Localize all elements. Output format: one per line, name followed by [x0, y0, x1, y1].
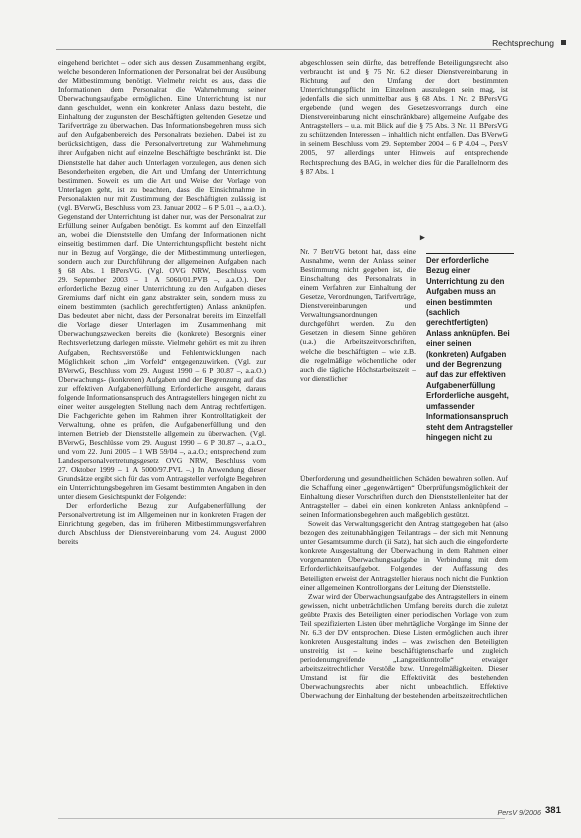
- header-rule: [56, 49, 501, 50]
- text-column-left: [58, 58, 266, 806]
- footer-journal: PersV 9/2006: [497, 808, 541, 817]
- body-text-left: eingehend berichtet – oder sich aus dessen Zusammenhang ergibt, welche besonderen Informationen der Personalrat bei der Ausübung der Mitbestimmung benötigt. Vielmehr reicht es aus, dass die Informationen dem Personalrat die Wahrnehmung seiner Überwachungsaufgabe ermöglichen. Eine Unterrichtung ist nur dann geschuldet, wenn ein konkreter Anlass dazu besteht, die Einhaltung der zugunsten der Beschäftigten geltenden Gesetze und Tarifverträge zu überwachen. Das Informationsbegehren muss sich auf den Aufgabenbereich des Personalrats beziehen. Dabei ist zu berücksichtigen, dass die Personalvertretung zur Wahrnehmung ihrer Aufgaben nicht auf einzelne Beschäftigte beschränkt ist. Die Dienststelle hat daher auch Unterlagen vorzulegen, aus denen sich Besonderheiten ergeben, die Art und Umfang der Unterrichtung bestimmen. Soweit es um die Art und Weise der Vorlage von Unterlagen geht, ist zu beachten, dass die Einsichtnahme in Personalakten nur mit Zustimmung der Beschäftigten zulässig ist (vgl. BVerwG, Beschluss vom 23. Januar 2002 – 6 P 5.01 –, a.a.O.). Gegenstand der Unterrichtung ist daher nur, was der Personalrat zur Erfüllung seiner Aufgaben benötigt. Es kommt auf den Einzelfall an, wobei die Dienststelle den Umfang der Informationen nicht einseitig bestimmen darf. Die Unterrichtungspflicht besteht nicht nur in Bezug auf Vorgänge, die der Mitbestimmung unterliegen, sondern auch zur Durchführung der allgemeinen Aufgaben nach § 68 Abs. 1 BPersVG. (Vgl. OVG NRW, Beschluss vom 29. September 2003 – 1 A 5060/01.PVB –, a.a.O.). Der erforderliche Bezug einer Unterrichtung zu den Aufgaben dieses Gremiums darf nicht ein ganz abstrakter sein, sondern muss zu einem bestimmten (sachlich gerechtfertigten) Anlass anknüpfen. Das bedeutet aber nicht, dass der Personalrat bereits im Einzelfall die Vorlage dieser Unterlagen im Zusammenhang mit Überwachungszwecken bereits die (konkrete) Besorgnis einer Rechtsverletzung darlegen müsste. Vielmehr gehört es mit zu ihren Aufgaben, Rechtsverstöße und Fehlentwicklungen nach Möglichkeit schon „im Vorfeld“ entgegenzuwirken. (Vgl. zur BVerwG, Beschluss vom 29. August 1990 – 6 P 30.87 –, a.a.O.) Überwachungs- (konkreten) Aufgaben und der Begrenzung auf das zur effektiven Aufgabenerfüllung Erforderliche ausgeht, daraus folgende Informationsanspruch des Antragstellers hingegen nicht zu einer weiter ausgelegten Stellung nach dem Antrag rechtfertigen. Die Fachgerichte gehen im Rahmen ihrer Kontrolltatigkeit der Verwaltung, ohne es prüfen, die Aufgabenerfüllung und den internen Betrieb der Dienststelle allgemein zu überwachen. (Vgl. BVerwG, Beschlüsse vom 29. August 1990 – 6 P 30.87 –, a.a.O., und vom 22. Juni 2005 – 1 WB 59/04 –, a.a.O.; entsprechend zum Landespersonalvertretungsgesetz OVG NRW, Beschluss vom 27. Oktober 1999 – 1 A 5000/97.PVL –.) In Anwendung dieser Grundsätze ergibt sich für das vom Antragsteller verfolgte Begehren ein Unterrichtungsbegehren im Gesamt bestimmten Angaben in den unter diesem Gesichtspunkt der Folgende: Der erforderliche Bezug zur Aufgabenerfüllung der Personalvertretung ist im Allgemeinen nur in konkreten Fragen der Einrichtung gegeben, das im früheren Mitbestimmungsverfahren durch Abschluss der Dienstvereinbarung vom 24. August 2000 bereits: [58, 58, 266, 547]
- text-column-right-narrow: [300, 247, 416, 474]
- body-text-right-bottom: Überforderung und gesundheitlichen Schäden bewahren sollen. Auf die Schaffung einer „gegenwärtigen“ Überprüfungsmöglichkeit der Einhaltung dieser Vorschriften durch den Dienststellenleiter hat der Antragsteller – dabei ein einen konkreten Anlass anknüpfend – seinen Informationsbegehren auch maßgeblich gestützt. Soweit das Verwaltungsgericht den Antrag stattgegeben hat (also bezogen des zeitunabhängigen Teilantrags – der sich mit Nennung unter Gesamtsumme durch (ii Satz), hat sich auch die eingeforderte konkrete Ausgestaltung der Überwachung in dem Rahmen einer vorgenannten Überwachungsaufgabe in Verbindung mit dem Erforderlichkeitsaufgebot. Folgendes der Auffassung des Beteiligten erweist der Antragsteller hieraus noch nicht die Funktion einer allgemeinen Kontrollorgans der Leitung der Dienststelle. Zwar wird der Überwachungsaufgabe des Antragstellers in einem gewissen, nicht unbeträchtlichen Umfang bereits durch die zuletzt geübte Praxis des Beteiligten einer periodischen Vorlage von zum Teil spezifizierten Listen über mehrtägliche Vorgänge im Sinne der Nr. 6.3 der DV entsprochen. Diese Listen ermöglichen auch ihrer konkreten Ausgestaltung indes – was zwischen den Beteiligten unstreitig ist – keine beschäftigtenscharfe und zugleich periodenumgreifende „Langzeitkontrolle“ etwaiger arbeitszeitrechtlicher Verstöße bzw. Unregelmäßigkeiten. Dieser Umstand ist für die Effektivität des bestehenden Überwachungsrechts aber nicht unbeachtlich. Effektive Überwachung der Einhaltung der bestehenden arbeitszeitrechtlichen: [300, 474, 508, 701]
- text-column-right-bottom: [300, 474, 508, 806]
- section-marker-icon: [561, 40, 566, 45]
- footer-rule: [58, 818, 505, 819]
- body-text-right-narrow: Nr. 7 BetrVG betont hat, dass eine Ausnahme, wenn der Anlass seiner Bestimmung nicht gegeben ist, die Einschaltung des Personalrats in einem Verfahren zur Einhaltung der Gesetze, Verordnungen, Tarifverträge, Dienstvereinbarungen und Verwaltungsanordnungen durchgeführt werden. Zu den Gesetzen in diesem Sinne gehören (u.a.) die Arbeitszeitvorschriften, welche die beschäftigten – wie z.B. die regelmäßige wöchentliche oder auch die tägliche Höchstarbeitszeit – vor dienstlicher: [300, 247, 416, 383]
- pullquote-rule: [426, 253, 514, 254]
- page-number: 381: [545, 805, 561, 816]
- pullquote: [426, 251, 514, 443]
- pullquote-marker-icon: ▸: [420, 232, 425, 242]
- text-column-right-top: [300, 58, 508, 247]
- pullquote-text: Der erforderliche Bezug einer Unterrichtung zu den Aufgaben muss an einen bestimmten (sachlich gerechtfertigten) Anlass anknüpfen. Bei einer seinen (konkreten) Aufgaben und der Begrenzung auf das zur effektiven Aufgabenerfüllung Erforderliche ausgeht, umfassender Informationsanspruch steht dem Antragsteller hingegen nicht zu: [426, 256, 513, 442]
- section-label: Rechtsprechung: [492, 38, 554, 48]
- body-text-right-top: abgeschlossen sein dürfte, das betreffende Beteiligungsrecht also verbraucht ist und § 75 Nr. 6.2 dieser Dienstvereinbarung in Richtung auf den Umfang der dort bestimmten Unterrichtungspflicht im Einzelnen auszulegen sein mag, ist jedenfalls die sich unmittelbar aus § 68 Abs. 1 Nr. 2 BPersVG ergebende (und wegen des Gesetzesvorrangs durch eine Dienstvereinbarung nicht einschränkbare) allgemeine Aufgabe des Antragstellers – u.a. mit Blick auf die § 75 Abs. 3 Nr. 11 BPersVG zu schützenden Interessen – inhaltlich nicht entfallen. Das BVerwG in seinem Beschluss vom 29. September 2004 – 6 P 4.04 –, PersV 2005, 97 allerdings unter Hinweis auf entsprechende Rechtsprechung des BAG, in welcher dies für die Parallelnorm des § 87 Abs. 1: [300, 58, 508, 176]
